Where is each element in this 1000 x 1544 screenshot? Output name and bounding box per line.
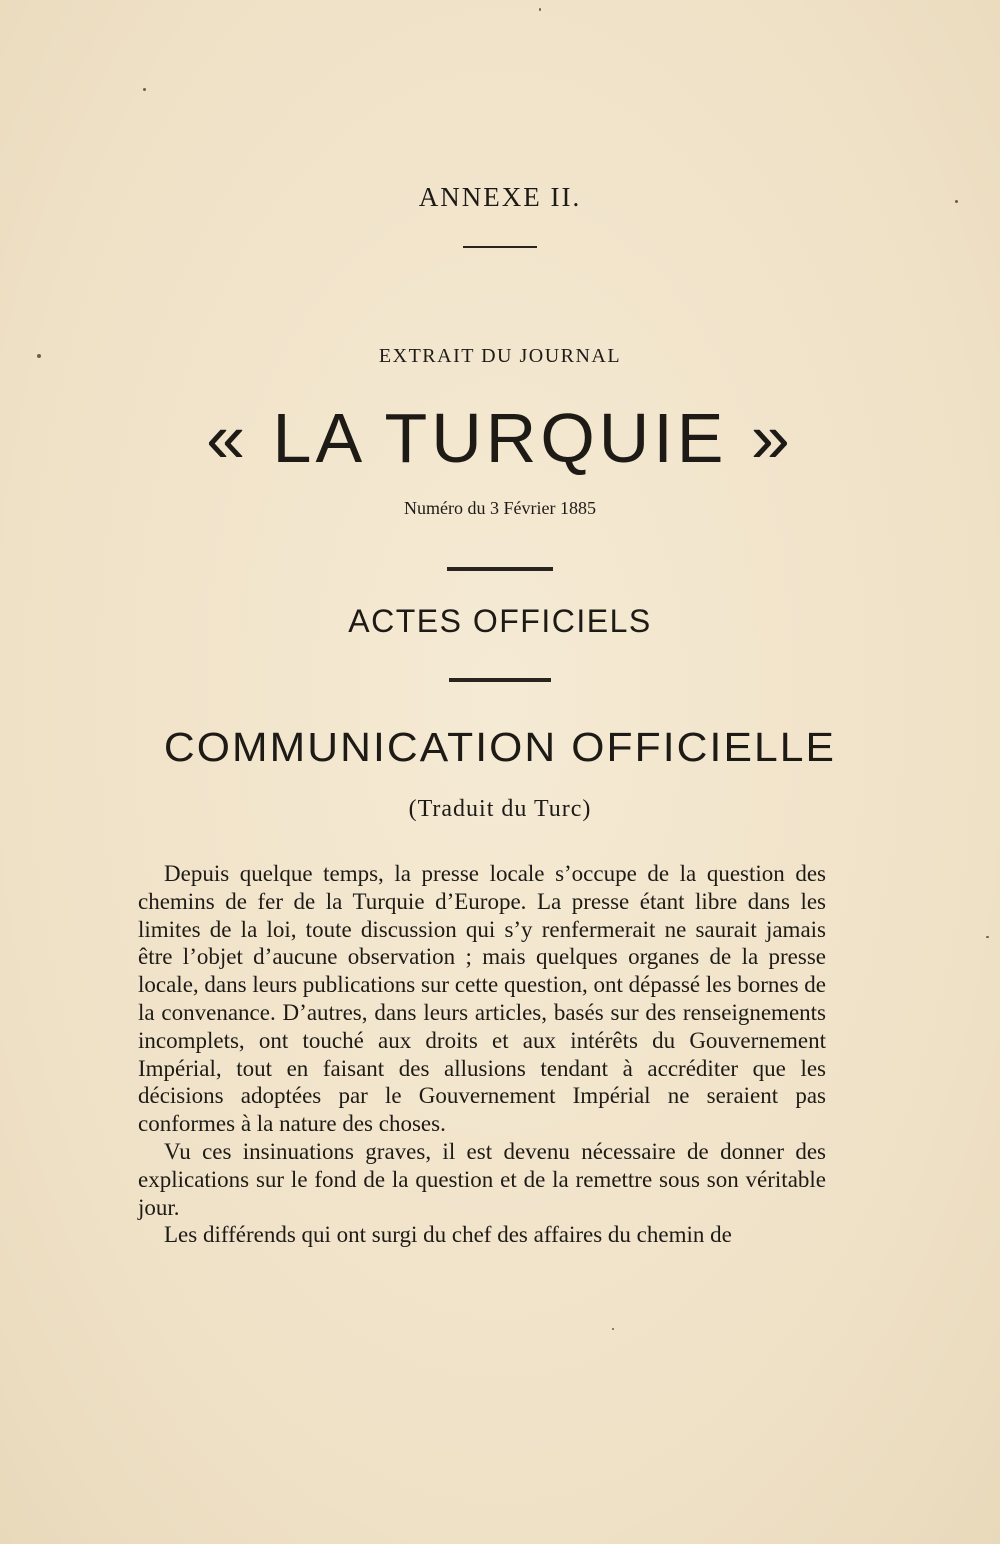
extrait-label: EXTRAIT DU JOURNAL [378,345,622,367]
divider-rule [447,567,553,571]
paper-speck [612,1328,614,1330]
section-heading: ACTES OFFICIELS [348,603,652,639]
issue-date: Numéro du 3 Février 1885 [404,498,596,518]
article-title: COMMUNICATION OFFICIELLE [163,724,837,770]
divider-rule [449,678,551,682]
paragraph: Les différends qui ont surgi du chef des affaires du chemin de [164,1222,732,1248]
paragraph: Depuis quelque temps, la presse locale s’occupe de la question des chemins de fer de la Turquie d’Europe. La presse étant libre dans les limites de la loi, toute discussion qui s’y renfermerait ne saurait jamais être l’objet d’aucune observation ; mais quelques organes de la presse locale, dans leurs publications sur cette question, ont dépassé les bornes de la convenance. D’autres, dans leurs articles, basés sur des renseignements incomplets, ont touché aux droits et aux intérêts du Gouvernement Impérial, tout en faisant des allusions tendant à accréditer que les décisions adoptées par le Gouvernement Impérial ne seraient pas conformes à la nature des choses. [138,861,826,1137]
paper-speck [986,936,989,938]
paper-speck [143,88,146,91]
article-subtitle: (Traduit du Turc) [408,796,592,822]
paragraph: Vu ces insinuations graves, il est devenu nécessaire de donner des explications sur le fond de la question et de la remettre sous son véritable jour. [138,1138,826,1220]
divider-rule [463,246,537,248]
annexe-heading: ANNEXE II. [418,182,582,212]
journal-title: « LA TURQUIE » [206,399,794,477]
paper-speck [539,8,541,11]
article-body [138,860,826,1249]
